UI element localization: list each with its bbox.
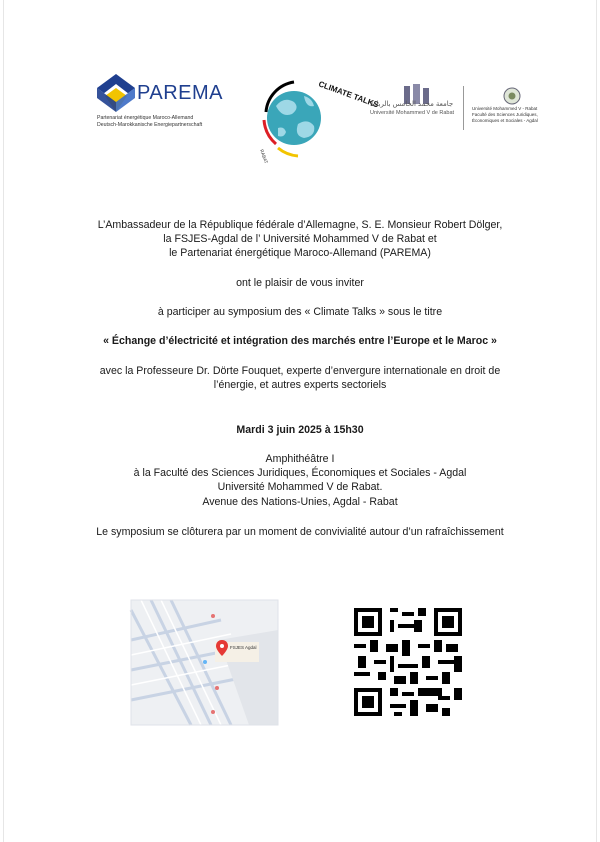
venue-line-3: Université Mohammed V de Rabat.	[217, 481, 383, 494]
host-line-1: L’Ambassadeur de la République fédérale d’Allemagne, S. E. Monsieur Robert Dölger,	[97, 219, 503, 231]
map-pin-label: FSJES Agdal	[230, 645, 257, 650]
logo-divider	[463, 86, 464, 130]
venue-line-2: à la Faculté des Sciences Juridiques, Économiques et Sociales - Agdal	[133, 467, 467, 480]
location-map	[131, 600, 278, 725]
event-date: Mardi 3 juin 2025 à 15h30	[236, 424, 364, 436]
faculty-name	[472, 106, 538, 124]
qr-code	[354, 608, 462, 716]
climate-talks-city: RABAT	[259, 148, 269, 165]
venue-line-1: Amphithéâtre I	[265, 453, 335, 465]
faculty-line-1: Université Mohammed V - Rabat	[472, 106, 538, 111]
university-name-arabic: جامعة محمد الخامس بالرباط	[370, 101, 454, 108]
page-border-left	[3, 0, 4, 842]
faculty-line-2: Faculté des Sciences Juridiques,	[472, 112, 538, 117]
university-name-french: Université Mohammed V de Rabat	[370, 110, 455, 116]
participate-line: à participer au symposium des « Climate Talks » sous le titre	[157, 306, 443, 318]
parema-logo	[97, 74, 221, 132]
faculty-emblem-icon	[501, 86, 523, 106]
speaker-line-2: l’énergie, et autres experts sectoriels	[213, 379, 387, 392]
invite-line: ont le plaisir de vous inviter	[236, 277, 364, 289]
venue-paragraph	[0, 452, 600, 509]
qr-code-image	[354, 608, 462, 716]
host-line-3: le Partenariat énergétique Maroco-Allemand (PAREMA)	[169, 247, 431, 260]
venue-line-4: Avenue des Nations-Unies, Agdal - Rabat	[202, 495, 398, 508]
parema-diamond-icon	[97, 74, 135, 114]
faculty-line-3: Économiques et Sociales - Agdal	[472, 118, 538, 123]
page-border-right	[596, 0, 597, 842]
symposium-title: « Échange d’électricité et intégration des marchés entre l’Europe et le Maroc »	[103, 335, 497, 347]
closing-line: Le symposium se clôturera par un moment de convivialité autour d’un rafraîchissement	[96, 526, 504, 538]
globe-icon	[254, 72, 380, 165]
climate-talks-logo	[254, 72, 380, 165]
parema-subtitle	[97, 115, 202, 128]
parema-subtitle-de: Deutsch-Marokkanische Energiepartnerschaft	[97, 121, 203, 128]
host-paragraph	[0, 218, 600, 261]
host-line-2: la FSJES-Agdal de l’ Université Mohammed V de Rabat et	[163, 233, 437, 246]
parema-subtitle-fr: Partenariat énergétique Maroco-Allemand	[97, 115, 194, 121]
speaker-paragraph	[0, 364, 600, 392]
speaker-line-1: avec la Professeure Dr. Dörte Fouquet, experte d’envergure internationale en droit de	[99, 365, 501, 377]
map-image	[131, 600, 278, 725]
university-logo	[368, 86, 554, 130]
climate-talks-text: CLIMATE TALKS	[317, 79, 380, 110]
parema-wordmark: PAREMA	[137, 82, 223, 104]
